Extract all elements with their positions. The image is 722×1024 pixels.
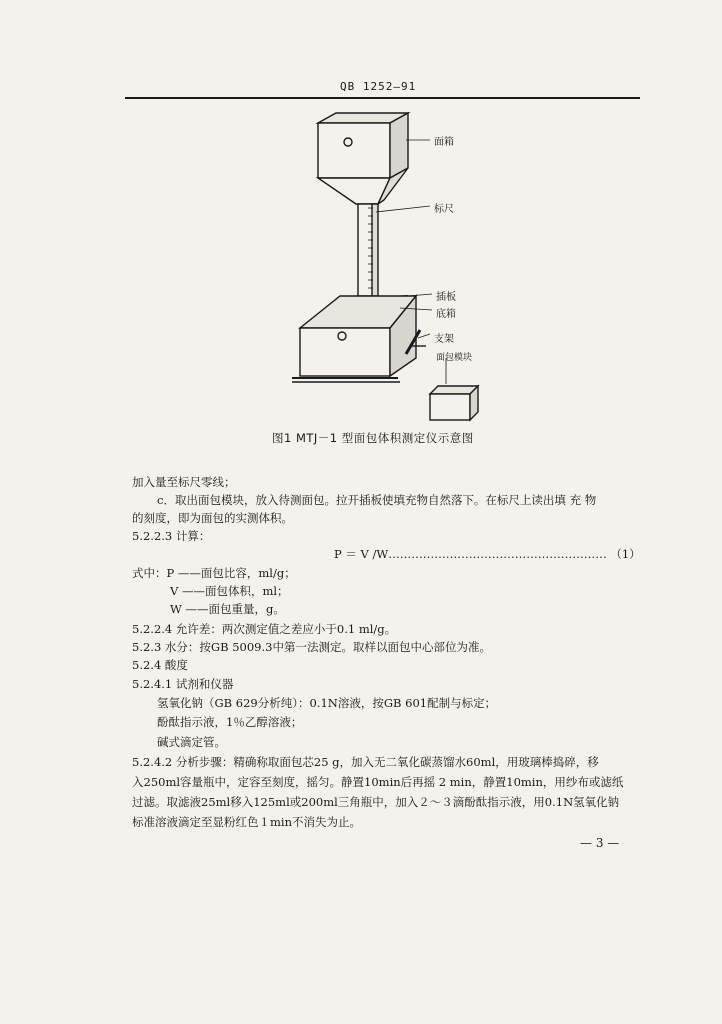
- label-slide-plate: 插板: [436, 292, 456, 303]
- figure-caption: 图1 MTJ－1 型面包体积测定仪示意图: [272, 431, 474, 445]
- label-support: 支架: [434, 334, 454, 345]
- text-line: 过滤。取滤液25ml移入125ml或200ml三角瓶中，加入２～３滴酚酞指示液，用0.1N氢氧化钠: [132, 795, 620, 809]
- section-heading: 5.2.3 水分：按GB 5009.3中第一法测定。取样以面包中心部位为准。: [132, 640, 491, 654]
- top-box-front: [318, 123, 390, 178]
- text-line: V ——面包体积，ml；: [170, 584, 289, 598]
- formula: P ＝ V /W………………………………………………… （1）: [334, 547, 641, 561]
- bread-module-box: [430, 394, 470, 420]
- base-box-front: [300, 328, 390, 376]
- section-heading: 5.2.2.4 允许差：两次测定值之差应小于0.1 ml/g。: [132, 622, 397, 636]
- section-heading: 5.2.2.3 计算：: [132, 529, 211, 543]
- top-box-side: [390, 113, 408, 178]
- label-scale: 标尺: [434, 204, 454, 215]
- text-line: W ——面包重量，g。: [170, 602, 285, 616]
- label-bread-model: 面包模块: [436, 353, 473, 363]
- bread-volume-apparatus-diagram: [280, 108, 500, 428]
- text-line: 入250ml容量瓶中，定容至刻度，摇匀。静置10min后再摇 2 min，静置10min，用纱布或滤纸: [132, 775, 624, 789]
- label-base-box: 底箱: [436, 309, 456, 320]
- section-heading: 5.2.4 酸度: [132, 658, 188, 672]
- page-number: — 3 —: [580, 836, 620, 850]
- text-line: 式中：P ——面包比容，ml/g；: [132, 566, 296, 580]
- text-line: c．取出面包模块，放入待测面包。拉开插板使填充物自然落下。在标尺上读出填 充 物: [157, 493, 597, 507]
- text-line: 加入量至标尺零线；: [132, 475, 236, 489]
- header-rule: [125, 97, 640, 99]
- section-heading: 5.2.4.2 分析步骤：精确称取面包芯25 g，加入无二氧化碳蒸馏水60ml，用玻璃棒捣碎，移: [132, 755, 599, 769]
- text-line: 碱式滴定管。: [157, 735, 226, 749]
- text-line: 的刻度，即为面包的实测体积。: [132, 511, 293, 525]
- text-line: 酚酞指示液，1％乙醇溶液；: [157, 715, 303, 729]
- label-top-box: 面箱: [434, 137, 454, 148]
- standard-code: QB 1252—91: [340, 80, 417, 93]
- section-heading: 5.2.4.1 试剂和仪器: [132, 677, 234, 691]
- text-line: 氢氧化钠（GB 629分析纯）：0.1N溶液，按GB 601配制与标定；: [157, 696, 497, 710]
- text-line: 标准溶液滴定至显粉红色１min不消失为止。: [132, 815, 361, 829]
